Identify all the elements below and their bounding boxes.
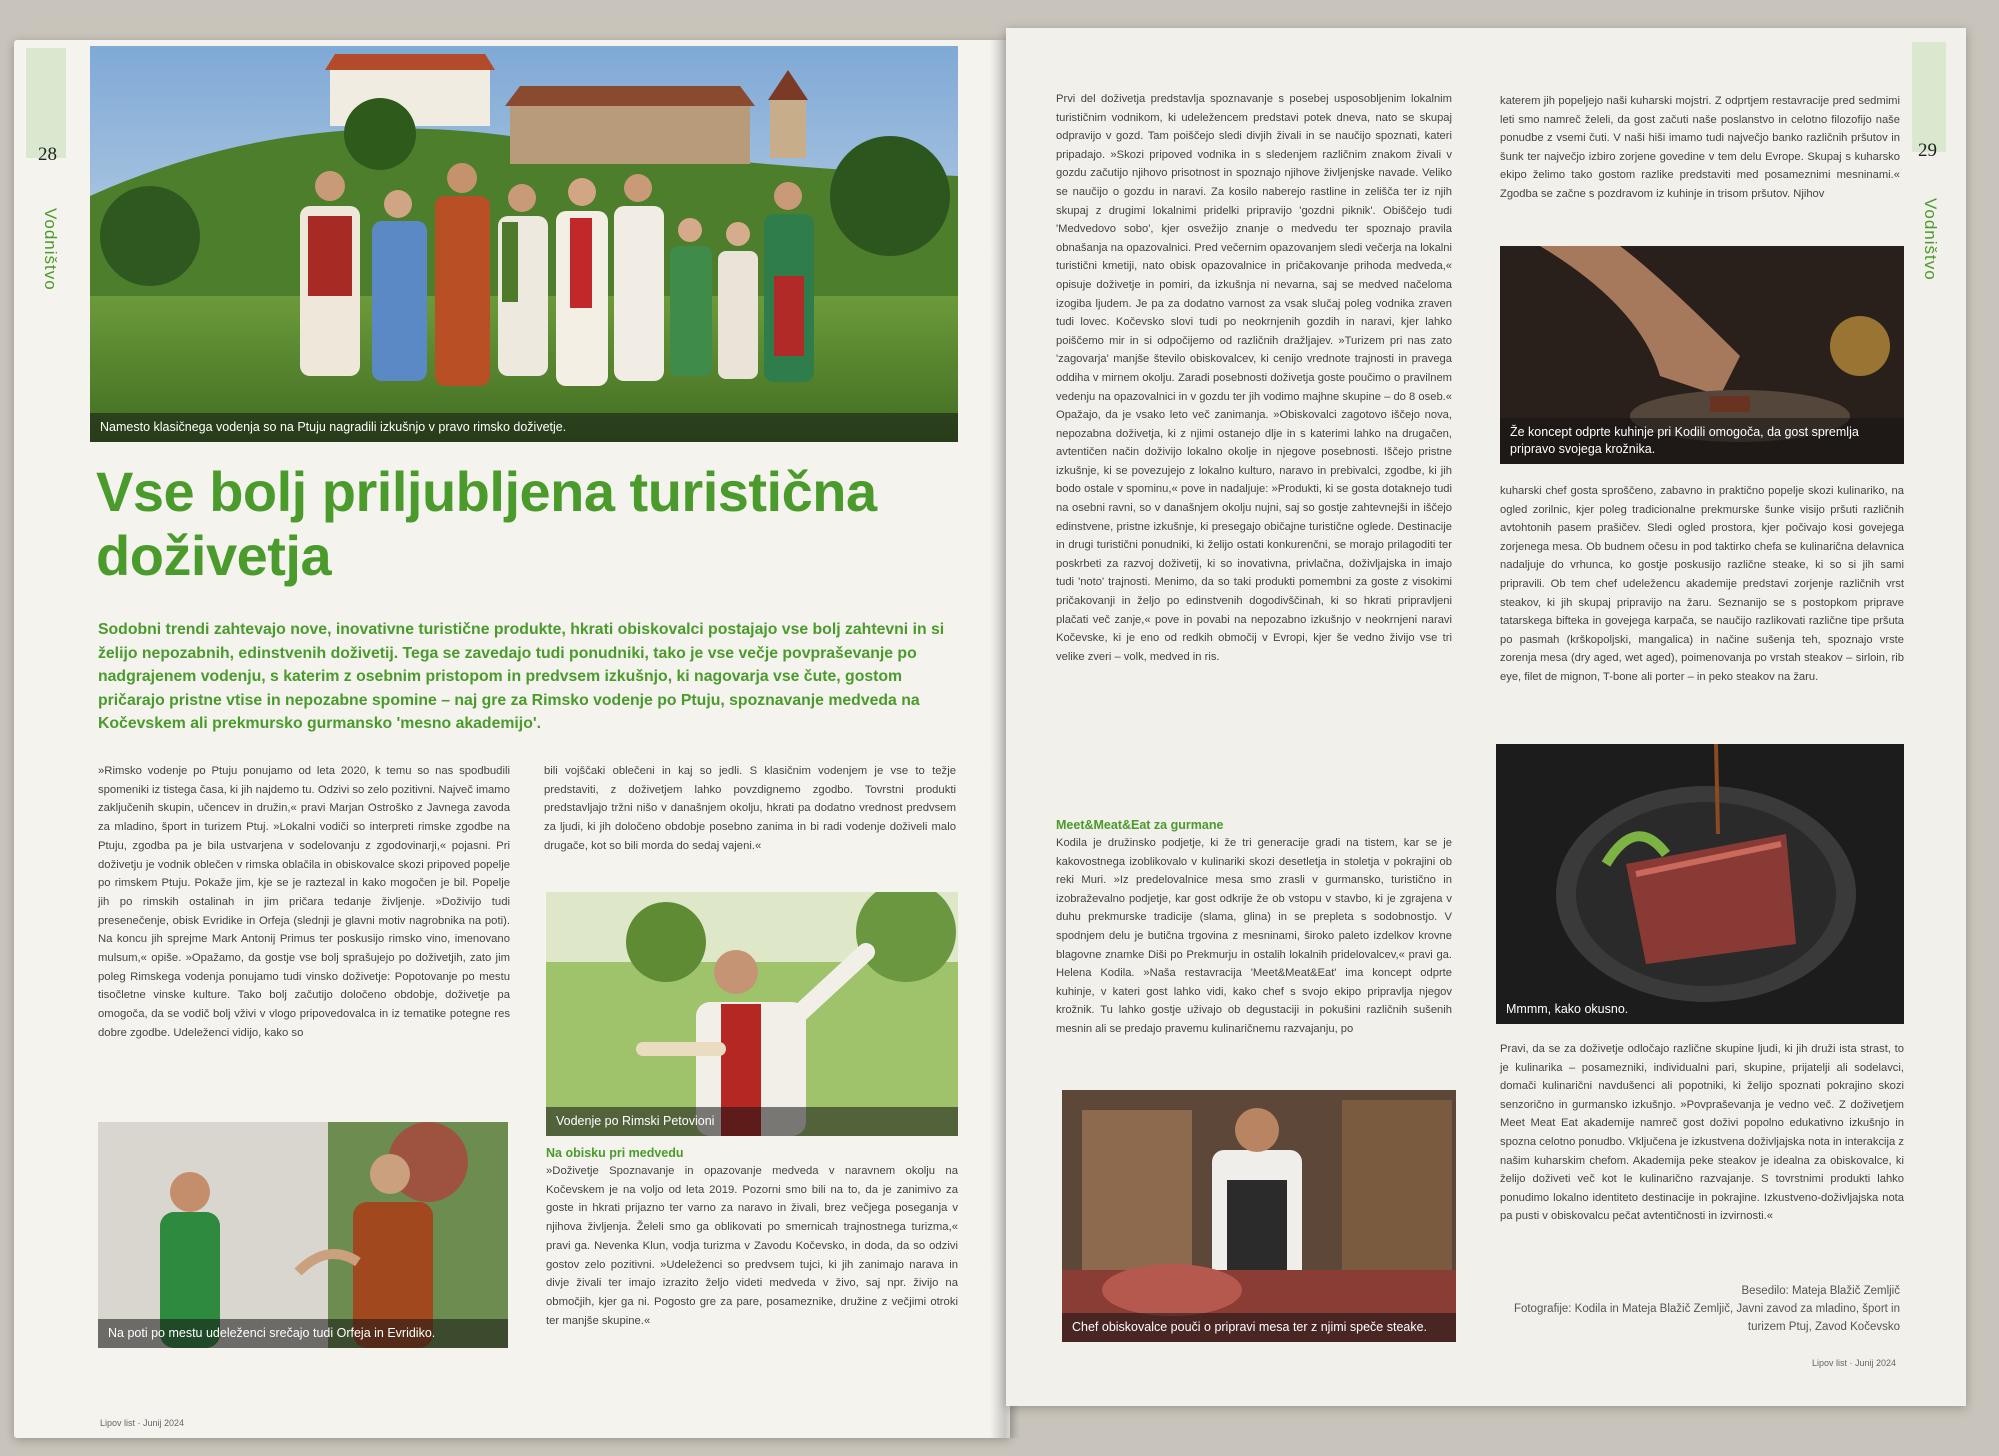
credits <box>1500 1282 1900 1336</box>
section-label: Vodništvo <box>1921 198 1940 281</box>
roman-guide-photo <box>546 892 958 1136</box>
left-column-1 <box>98 762 510 1043</box>
right-column-2-mid <box>1500 482 1904 687</box>
butcher-caption: Chef obiskovalce pouči o pripravi mesa ter z njimi speče steake. <box>1062 1313 1456 1342</box>
left-page <box>14 40 1010 1438</box>
credit-photos: Fotografije: Kodila in Mateja Blažič Zemljič, Javni zavod za mladino, šport in turizem Ptuj, Zavod Kočevsko <box>1513 1303 1900 1333</box>
left-column-2 <box>544 762 956 856</box>
page-footer: Lipov list · Junij 2024 <box>100 1418 185 1428</box>
bear-text: »Doživetje Spoznavanje in opazovanje medveda v naravnem okolju na Kočevskem je na voljo od leta 2019. Pozorni smo bili na to, da je zanimivo za goste in hkrati prijazno ter varno za naravo in živali, brez večjega poseganja v njihova življenja. Želeli smo ga oblikovati po smernicah trajnostnega turizma,« pravi ga. Nevenka Klun, vodja turizma v Zavodu Kočevsko, in doda, da so odzivi gostov zelo pozitivni. »Udeleženci so predvsem tujci, ki jih zanimajo narava in divje živali ter imajo izrazito željo videti medveda v živo, saj npr. živijo na območjih, kjer ga ni. Pogosto gre za pare, posameznike, družine z večjimi otroki ter manjše skupine.« <box>546 1165 958 1327</box>
bear-heading: Na obisku pri medvedu <box>546 1146 684 1160</box>
steak-photo <box>1496 744 1904 1024</box>
steak-plate-image <box>1496 744 1904 1024</box>
meat-text: Kodila je družinsko podjetje, ki že tri generacije gradi na tistem, kar se je kakovostnega izoblikovalo v kulinariki skozi desetletja in stoletja v pokrajini ob reki Muri. »Iz predelovalnice mesa smo zrasli v gurmansko, turistično in izobraževalno podjetje, kar gost odkrije že ob vstopu v stavbo, ki je zgrajena v duhu prekmurske tradicije (slama, glina) in se prepleta s sodobnostjo. V spodnjem delu je butična trgovina z mesninami, široko paleto izdelkov krovne blagovne znamke Diši po Prekmurju in ostalih lokalnih pridelovalcev,« pravi ga. Helena Kodila. »Naša restavracija 'Meet&Meat&Eat' ima koncept odprte kuhinje, v kateri gost lahko vidi, kako chef s svojo ekipo pripravlja njegov krožnik. Tu lahko gostje uživajo ob degustaciji in pokušini različnih sušenih mesnin ali se predajo pravemu kulinaričnemu razvajanju, po <box>1056 837 1452 1035</box>
meat-section <box>1056 816 1452 1039</box>
col2-text: bili vojščaki oblečeni in kaj so jedli. S klasičnim vodenjem je vse to težje predstaviti, z doživetjem lahko povzdignemo zgodbo. Tovrstni produkti predstavljajo tržni nišo v današnjem okolju, hkrati pa dodatno vrednost predvsem za ljudi, ki jih določeno obdobje posebno zanima in bi radi vodenje doživeli malo drugače, kot so bili morda do sedaj vajeni.« <box>544 765 956 852</box>
section-label: Vodništvo <box>41 208 60 291</box>
col1-text: »Rimsko vodenje po Ptuju ponujamo od leta 2020, k temu so nas spodbudili spomeniki iz tistega časa, ki jih najdemo tu. Odzivi so zelo pozitivni. Največ imamo zaključenih skupin, učencev in družin,« pravi Marjan Ostroško z Javnega zavoda za mladino, šport in turizem Ptuj. »Lokalni vodiči so interpreti rimske zgodbe na Ptuju, zgodba pa je bila ustvarjena v sodelovanju z zgodovinarji,« pojasni. Pri doživetju je vodnik oblečen v rimska oblačila in obiskovalce skozi pripoved popelje po rimskem Ptuju. Pokaže jim, kje se je raztezal in kako mogočen je bil. Popelje jih po rimskih ostalinah in jim pričara tedanje življenje. »Doživijo tudi presenečenje, obisk Evridike in Orfeja (slednji je glavni motiv nagrobnika na poti). Na koncu jih sprejme Mark Antonij Primus ter poskusijo rimsko vino, imenovano mulsum,« opiše. »Opažamo, da gostje vse bolj sprašujejo po doživetjih, zato jim poleg Rimskega vodenja ponujamo tudi vinsko doživetje: Popotovanje po mestu tisočletne vinske kulture. Tako bolj začutijo določeno obdobje, doživetje pa omogoča, da se vodič bolj vživi v vlogo pripovedovalca in iz tematike potegne res dobre zgodbe. Udeleženci vidijo, kako so <box>98 765 510 1039</box>
page-footer: Lipov list · Junij 2024 <box>1812 1358 1897 1368</box>
credit-text: Besedilo: Mateja Blažič Zemljič <box>1741 1285 1900 1297</box>
page-number: 29 <box>1918 140 1937 161</box>
lead-paragraph: Sodobni trendi zahtevajo nove, inovativne turistične produkte, hkrati obiskovalci postajajo vse bolj zahtevni in si želijo nepozabnih, edinstvenih doživetij. Tega se zavedajo tudi ponudniki, tako je vse večje povpraševanje po nadgrajenem vodenju, s katerim z osebnim pristopom in predvsem izkušnjo, ki nagovarja vse čute, gostom pričarajo pristne vtise in nepozabne spomine – naj gre za Rimsko vodenje po Ptuju, spoznavanje medveda na Kočevskem ali prekmursko gurmansko 'mesno akademijo'. <box>98 621 945 732</box>
title-line-1: Vse bolj priljubljena turistična <box>96 460 877 523</box>
hero-caption: Namesto klasičnega vodenja so na Ptuju nagradili izkušnjo v pravo rimsko doživetje. <box>90 413 958 442</box>
title-line-2: doživetja <box>96 524 332 587</box>
meat-heading: Meet&Meat&Eat za gurmane <box>1056 818 1224 832</box>
roman-group-image <box>90 46 958 442</box>
right-col1-text: Prvi del doživetja predstavlja spoznavanje s posebej usposobljenim lokalnim turističnim vodnikom, ki udeležencem predstavi potek dneva, nato se skupaj odpravijo v gozd. Tam poiščejo sledi divjih živali in se naučijo spoznati, kateri pripadajo. »Skozi pripoved vodnika in s sledenjem različnim znakom živali v gozdu začutijo njihovo prisotnost in spoznajo njihove življenjske navade. Veliko se naučijo o gozdu in naravi. Za kosilo naberejo rastline in zelišča ter iz njih skupaj z drugimi lokalnimi pridelki pripravijo 'gozdni piknik'. Obiščejo tudi 'Medvedovo sobo', kjer osvežijo znanje o medvedu ter spoznajo pravila obnašanja na opazovalnici. Pred večernim opazovanjem sledi večerja na lokalni turistični kmetiji, nato obisk opazovalnice in pričakovanje prihoda medveda,« opisuje doživetje in pomiri, da izkušnja ni nevarna, saj se medved načeloma izogiba ljudem. Je pa za dodatno varnost za vsak slučaj poleg vodnika zraven tudi lovec. Kočevsko slovi tudi po neokrnjenih gozdih in naravi, kjer lahko poiščemo mir in si odpočijemo od različnih dražljajev. »Turizem pri nas zato 'zagovarja' manjše število obiskovalcev, ki cenijo vrednote trajnosti in pravega oddiha v mirnem okolju. Zaradi posebnosti doživetja goste poučimo o pravilnem vedenju na opazovalnici in v gozdu ter jih vodimo majhne skupine – do 8 oseb.« Opažajo, da je vsako leto več zanimanja. »Obiskovalci zagotovo iščejo nova, nepozabna doživetja, ki z njimi ostanejo dlje in s katerimi lahko na drugačen, avtentičen način doživijo lokalno okolje in njegove posebnosti. Iščejo pristne izkušnje, ki se povezujejo z lokalno kulturo, naravo in prebivalci, zgodbe, ki jih bodo ostale v spominu,« pove in nadaljuje: »Produkti, ki se gosta dotaknejo tudi na osebni ravni, so v današnjem okolju nujni, saj so gostje zahtevnejši in iščejo edinstvene, pristne izkušnje, ki presegajo običajne turistične oglede. Destinacije in drugi turistični ponudniki, ki želijo ostati konkurenčni, se morajo prilagoditi ter poskrbeti za razvoj doživetij, ki so inovativna, privlačna, doživljajska in imajo tudi 'noto' trajnosti. Menimo, da so taki produkti pomembni za goste z visokimi pričakovanji in željo po edinstvenih dogodivščinah, ki so hkrati pripravljeni plačati več zanje,« pove in povabi na nepozabno izkušnjo v neokrnjeni naravi Kočevske, ki je eno od redkih območij v Evropi, kjer še vedno živijo vse tri velike zveri – volk, medved in ris. <box>1056 93 1452 663</box>
right-column-2-top <box>1500 92 1900 204</box>
right-column-1 <box>1056 90 1452 666</box>
section-tab <box>26 48 66 158</box>
butcher-photo <box>1062 1090 1456 1342</box>
right-column-2-bottom <box>1500 1040 1904 1226</box>
section-tab <box>1912 42 1946 152</box>
hero-photo <box>90 46 958 442</box>
steak-caption: Mmmm, kako okusno. <box>1506 1002 1629 1017</box>
orpheus-eurydice-image <box>98 1122 508 1348</box>
chef-cutting-meat-image <box>1062 1090 1456 1342</box>
orpheus-photo <box>98 1122 508 1348</box>
chef-caption: Že koncept odprte kuhinje pri Kodili omogoča, da gost spremlja pripravo svojega krožnika. <box>1500 418 1904 464</box>
photo2-caption: Vodenje po Rimski Petovioni <box>546 1107 958 1136</box>
photo3-caption: Na poti po mestu udeleženci srečajo tudi Orfeja in Evridiko. <box>98 1319 508 1348</box>
page-number: 28 <box>38 144 57 165</box>
roman-guide-image <box>546 892 958 1136</box>
right-page <box>1006 28 1966 1406</box>
right-col2-mid-text: kuharski chef gosta sproščeno, zabavno in praktično popelje skozi kulinariko, na ogled zorilnic, kjer poleg tradicionalne prekmurske šunke visijo pršuti različnih avtohtonih pasem prašičev. Sledi ogled prostora, kjer počivajo kosi govejega zorjenega mesa. Ob budnem očesu in pod taktirko chefa se kulinarična delavnica nadaljuje do vrhunca, ko gostje poskusijo različne steake, ki so si jih sami pripravili. Ob tem chef udeležencu akademije predstavi zorjenje različnih vrst steakov, ki jih skupaj pripravijo na žaru. Seznanijo se s postopkom priprave tatarskega bifteka in govejega karpača, se naučijo razlikovati različne tipe pršuta po pasmah (krškopoljski, mangalica) in načine sušenja teh, spoznajo vrste zorenja mesa (dry aged, wet aged), poimenovanja po vrstah steakov – sirloin, rib eye, filet de mignon, T-bone ali porter – in peko steakov na žaru. <box>1500 485 1904 683</box>
right-col2-bottom-text: Pravi, da se za doživetje odločajo različne skupine ljudi, ki jih druži ista strast, to je kulinarika – posamezniki, individualni pari, skupine, prijatelji ali sodelavci, domači kulinarični navdušenci ali popotniki, ki želijo spoznati pokrajino skozi senzorično in gurmansko izkušnjo. »Povpraševanja je vedno več. Z doživetjem Meet Meat Eat akademije namreč gost doživi popolno edukativno izkušnjo in spozna celotno ponudbo. Vključena je izkustvena doživljajska nota in interakcija z našim kuharskim chefom. Akademija peke steakov je idealna za obiskovalce, ki želijo doživeti več kot le kulinarično razvajanje. S tovrstnimi produkti lahko ponudimo lokalno identiteto destinacije in pokrajine. Izkustveno-doživljajska nota pa pusti v obiskovalcu pečat avtentičnosti in izvirnosti.« <box>1500 1043 1904 1223</box>
chef-plating-photo <box>1500 246 1904 464</box>
right-col2-top-text: katerem jih popeljejo naši kuharski mojstri. Z odprtjem restavracije pred sedmimi leti smo namreč želeli, da gost začuti naše poslanstvo in celotno filozofijo naše ponudbe z vsemi čuti. V naši hiši imamo tudi največjo banko različnih pršutov in šunk ter največjo izbiro zorjene govedine v tem delu Evrope. Skupaj s kuharsko ekipo želimo tako gostom razlike predstaviti med posameznimi mesninami.« Zgodba se začne s pozdravom iz kuhinje in trisom pršutov. Njihov <box>1500 95 1900 200</box>
article-title <box>96 460 976 588</box>
bear-section <box>546 1144 958 1330</box>
